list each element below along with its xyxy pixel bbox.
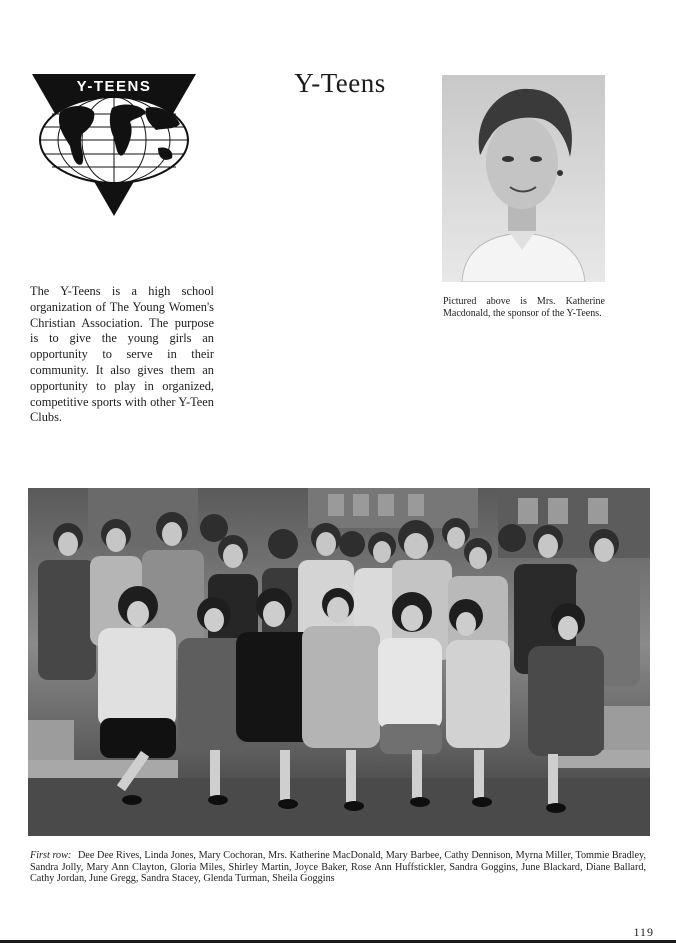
globe-triangle-emblem — [30, 72, 198, 218]
sponsor-caption: Pictured above is Mrs. Katherine Macdonald, the sponsor of the Y-Teens. — [443, 296, 605, 319]
intro-paragraph: The Y-Teens is a high school organization of The Young Women's Christian Association. The purpose is to give the young girls an opportunity to serve in their community. It also gives them an opportunity to play in organized, competitive sports with other Y-Teen Clubs. — [30, 284, 214, 425]
sponsor-portrait — [442, 75, 605, 282]
group-caption-lead: First row: — [30, 850, 72, 861]
logo-text: Y-TEENS — [76, 78, 152, 95]
group-caption — [30, 850, 646, 885]
group-photo — [28, 488, 650, 836]
page-title: Y-Teens — [294, 68, 386, 98]
group-caption-names: Dee Dee Rives, Linda Jones, Mary Cochoran, Mrs. Katherine MacDonald, Mary Barbee, Cathy Dennison, Myrna Miller, Tommie Bradley, Sandra Jolly, Mary Ann Clayton, Gloria Miles, Shirley Martin, Joyce Baker, Rose Ann Huffstickler, Sandra Goggins, June Blackard, Diane Ballard, Cathy Jordan, June Gregg, Sandra Stacey, Glenda Turman, Sheila Goggins — [30, 850, 647, 885]
y-teens-logo — [30, 72, 198, 218]
bottom-rule — [0, 940, 676, 943]
page-number: 119 — [633, 925, 654, 939]
